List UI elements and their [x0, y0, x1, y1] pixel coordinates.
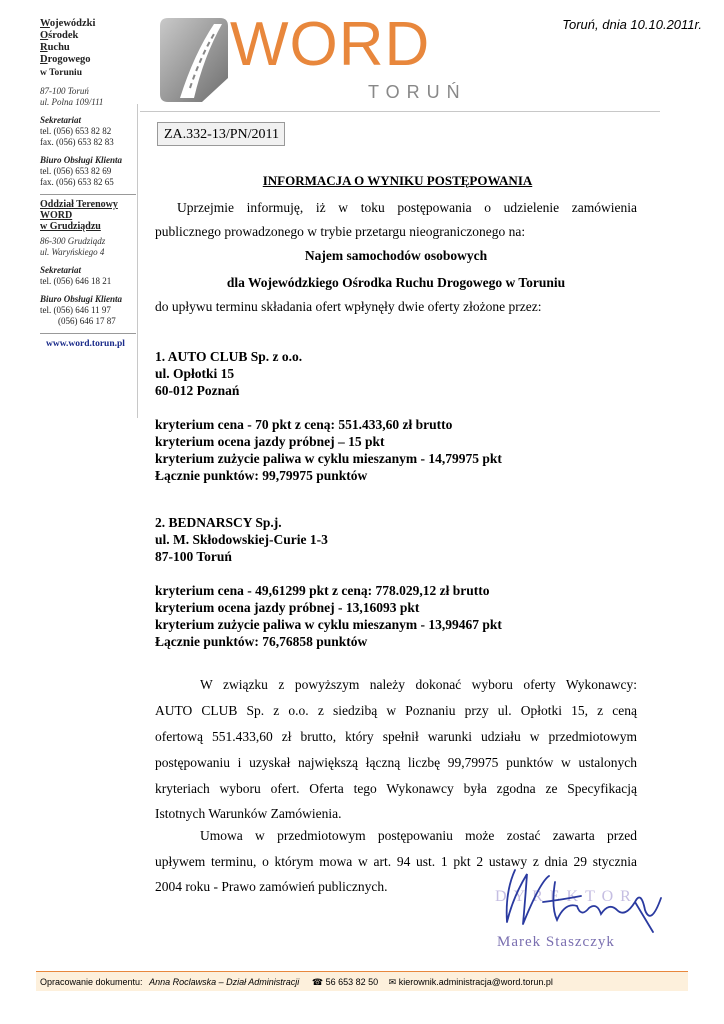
subject-line: dla Wojewódzkiego Ośrodka Ruchu Drogowego w Toruniu — [226, 275, 566, 290]
phone: tel. (056) 653 82 69 — [40, 166, 112, 176]
letter-heading: INFORMACJA O WYNIKU POSTĘPOWANIA — [262, 173, 533, 188]
offer-street: ul. M. Skłodowskiej-Curie 1-3 — [155, 532, 328, 547]
conclusion-line: kryteriach wyboru ofert. Oferta tego Wykonawcy była zgodna ze Specyfikacją — [155, 781, 637, 796]
subject-line: Najem samochodów osobowych — [304, 248, 488, 263]
branch-address: ul. Waryńskiego 4 — [40, 247, 105, 257]
offer-1 — [155, 348, 502, 484]
footer-phone: 56 653 82 50 — [325, 977, 379, 987]
letter-date: Toruń, dnia 10.10.2011r. — [562, 17, 702, 32]
website-link[interactable]: www.word.torun.pl — [46, 339, 125, 349]
footer-label: Opracowanie dokumentu: — [40, 977, 143, 987]
divider — [40, 194, 136, 195]
branch-title: Oddział Terenowy — [40, 199, 118, 210]
offer-total: Łącznie punktów: 99,79975 punktów — [155, 468, 368, 483]
biuro-label: Biuro Obsługi Klienta — [40, 155, 123, 165]
branch-sekretariat-label: Sekretariat — [40, 265, 82, 275]
intro-line: Uprzejmie informuję, iż w toku postępowania o udzielenie zamówienia — [177, 200, 637, 215]
offer-criterion: kryterium zużycie paliwa w cyklu mieszanym - 13,99467 pkt — [155, 617, 502, 632]
offer-street: ul. Opłotki 15 — [155, 366, 235, 381]
offer-criterion: kryterium ocena jazdy próbnej – 15 pkt — [155, 434, 385, 449]
phone: tel. (056) 646 11 97 — [40, 305, 111, 315]
branch-biuro-label: Biuro Obsługi Klienta — [40, 294, 123, 304]
logo-city: TORUŃ — [368, 82, 467, 102]
address-line: ul. Polna 109/111 — [40, 97, 104, 107]
reference-number: ZA.332-13/PN/2011 — [157, 122, 285, 146]
offer-name: 1. AUTO CLUB Sp. z o.o. — [155, 349, 303, 364]
offer-city: 87-100 Toruń — [155, 549, 232, 564]
offer-city: 60-012 Poznań — [155, 383, 240, 398]
intro-line: publicznego prowadzonego w trybie przetargu nieograniczonego na: — [155, 224, 526, 239]
branch-title: w Grudziądzu — [40, 221, 101, 232]
footer-email[interactable]: kierownik.administracja@word.torun.pl — [398, 977, 553, 987]
contract-line: Umowa w przedmiotowym postępowaniu może zostać zawarta przed — [200, 828, 637, 843]
branch-address: 86-300 Grudziądz — [40, 236, 106, 246]
address-line: 87-100 Toruń — [40, 86, 89, 96]
signature-icon — [485, 862, 675, 942]
phone: (056) 646 17 87 — [58, 316, 116, 326]
document-footer — [36, 971, 688, 991]
director-stamp: DYREKTOR — [495, 888, 638, 905]
intro-line: do upływu terminu składania ofert wpłynęły dwie oferty złożone przez: — [155, 299, 542, 314]
org-name: Wojewódzki Ośrodek Ruchu Drogowego w Toruniu — [40, 18, 96, 78]
offer-criterion: kryterium cena - 49,61299 pkt z ceną: 778.029,12 zł brutto — [155, 583, 490, 598]
phone: tel. (056) 653 82 82 — [40, 126, 112, 136]
branch-title: WORD — [40, 210, 73, 221]
fax: fax. (056) 653 82 83 — [40, 137, 114, 147]
word-logo-icon — [150, 14, 232, 106]
sekretariat-label: Sekretariat — [40, 115, 82, 125]
offer-2 — [155, 514, 502, 650]
contract-line: 2004 roku - Prawo zamówień publicznych. — [155, 879, 388, 894]
envelope-icon: ✉ — [388, 977, 397, 987]
offer-criterion: kryterium zużycie paliwa w cyklu mieszanym - 14,79975 pkt — [155, 451, 502, 466]
offer-name: 2. BEDNARSCY Sp.j. — [155, 515, 282, 530]
footer-author: Anna Roclawska – Dział Administracji — [149, 977, 300, 987]
conclusion-line: W związku z powyższym należy dokonać wyboru oferty Wykonawcy: — [200, 677, 637, 692]
offer-total: Łącznie punktów: 76,76858 punktów — [155, 634, 368, 649]
offer-criterion: kryterium cena - 70 pkt z ceną: 551.433,60 zł brutto — [155, 417, 453, 432]
conclusion-line: Istotnych Warunków Zamówienia. — [155, 806, 342, 821]
logo-wordmark: WORD — [230, 10, 431, 79]
fax: fax. (056) 653 82 65 — [40, 177, 114, 187]
offer-criterion: kryterium ocena jazdy próbnej - 13,16093 pkt — [155, 600, 420, 615]
contract-line: upływem terminu, o którym mowa w art. 94 ust. 1 pkt 2 ustawy z dnia 29 stycznia — [155, 854, 637, 869]
conclusion-line: ofertową 551.433,60 zł brutto, który spełnił warunki udziału w przedmiotowym — [155, 729, 637, 744]
conclusion-line: postępowaniu i uzyskał największą łączną liczbę 99,79975 punktów w ustalonych — [155, 755, 637, 770]
header-divider — [140, 111, 660, 112]
divider — [40, 333, 136, 334]
phone-icon: ☎ — [311, 977, 324, 987]
sidebar — [40, 18, 138, 350]
phone: tel. (056) 646 18 21 — [40, 276, 112, 286]
sidebar-divider — [137, 104, 138, 418]
conclusion-line: AUTO CLUB Sp. z o.o. z siedzibą w Poznaniu przy ul. Opłotki 15, z ceną — [155, 703, 637, 718]
signature-name: Marek Staszczyk — [497, 934, 615, 950]
